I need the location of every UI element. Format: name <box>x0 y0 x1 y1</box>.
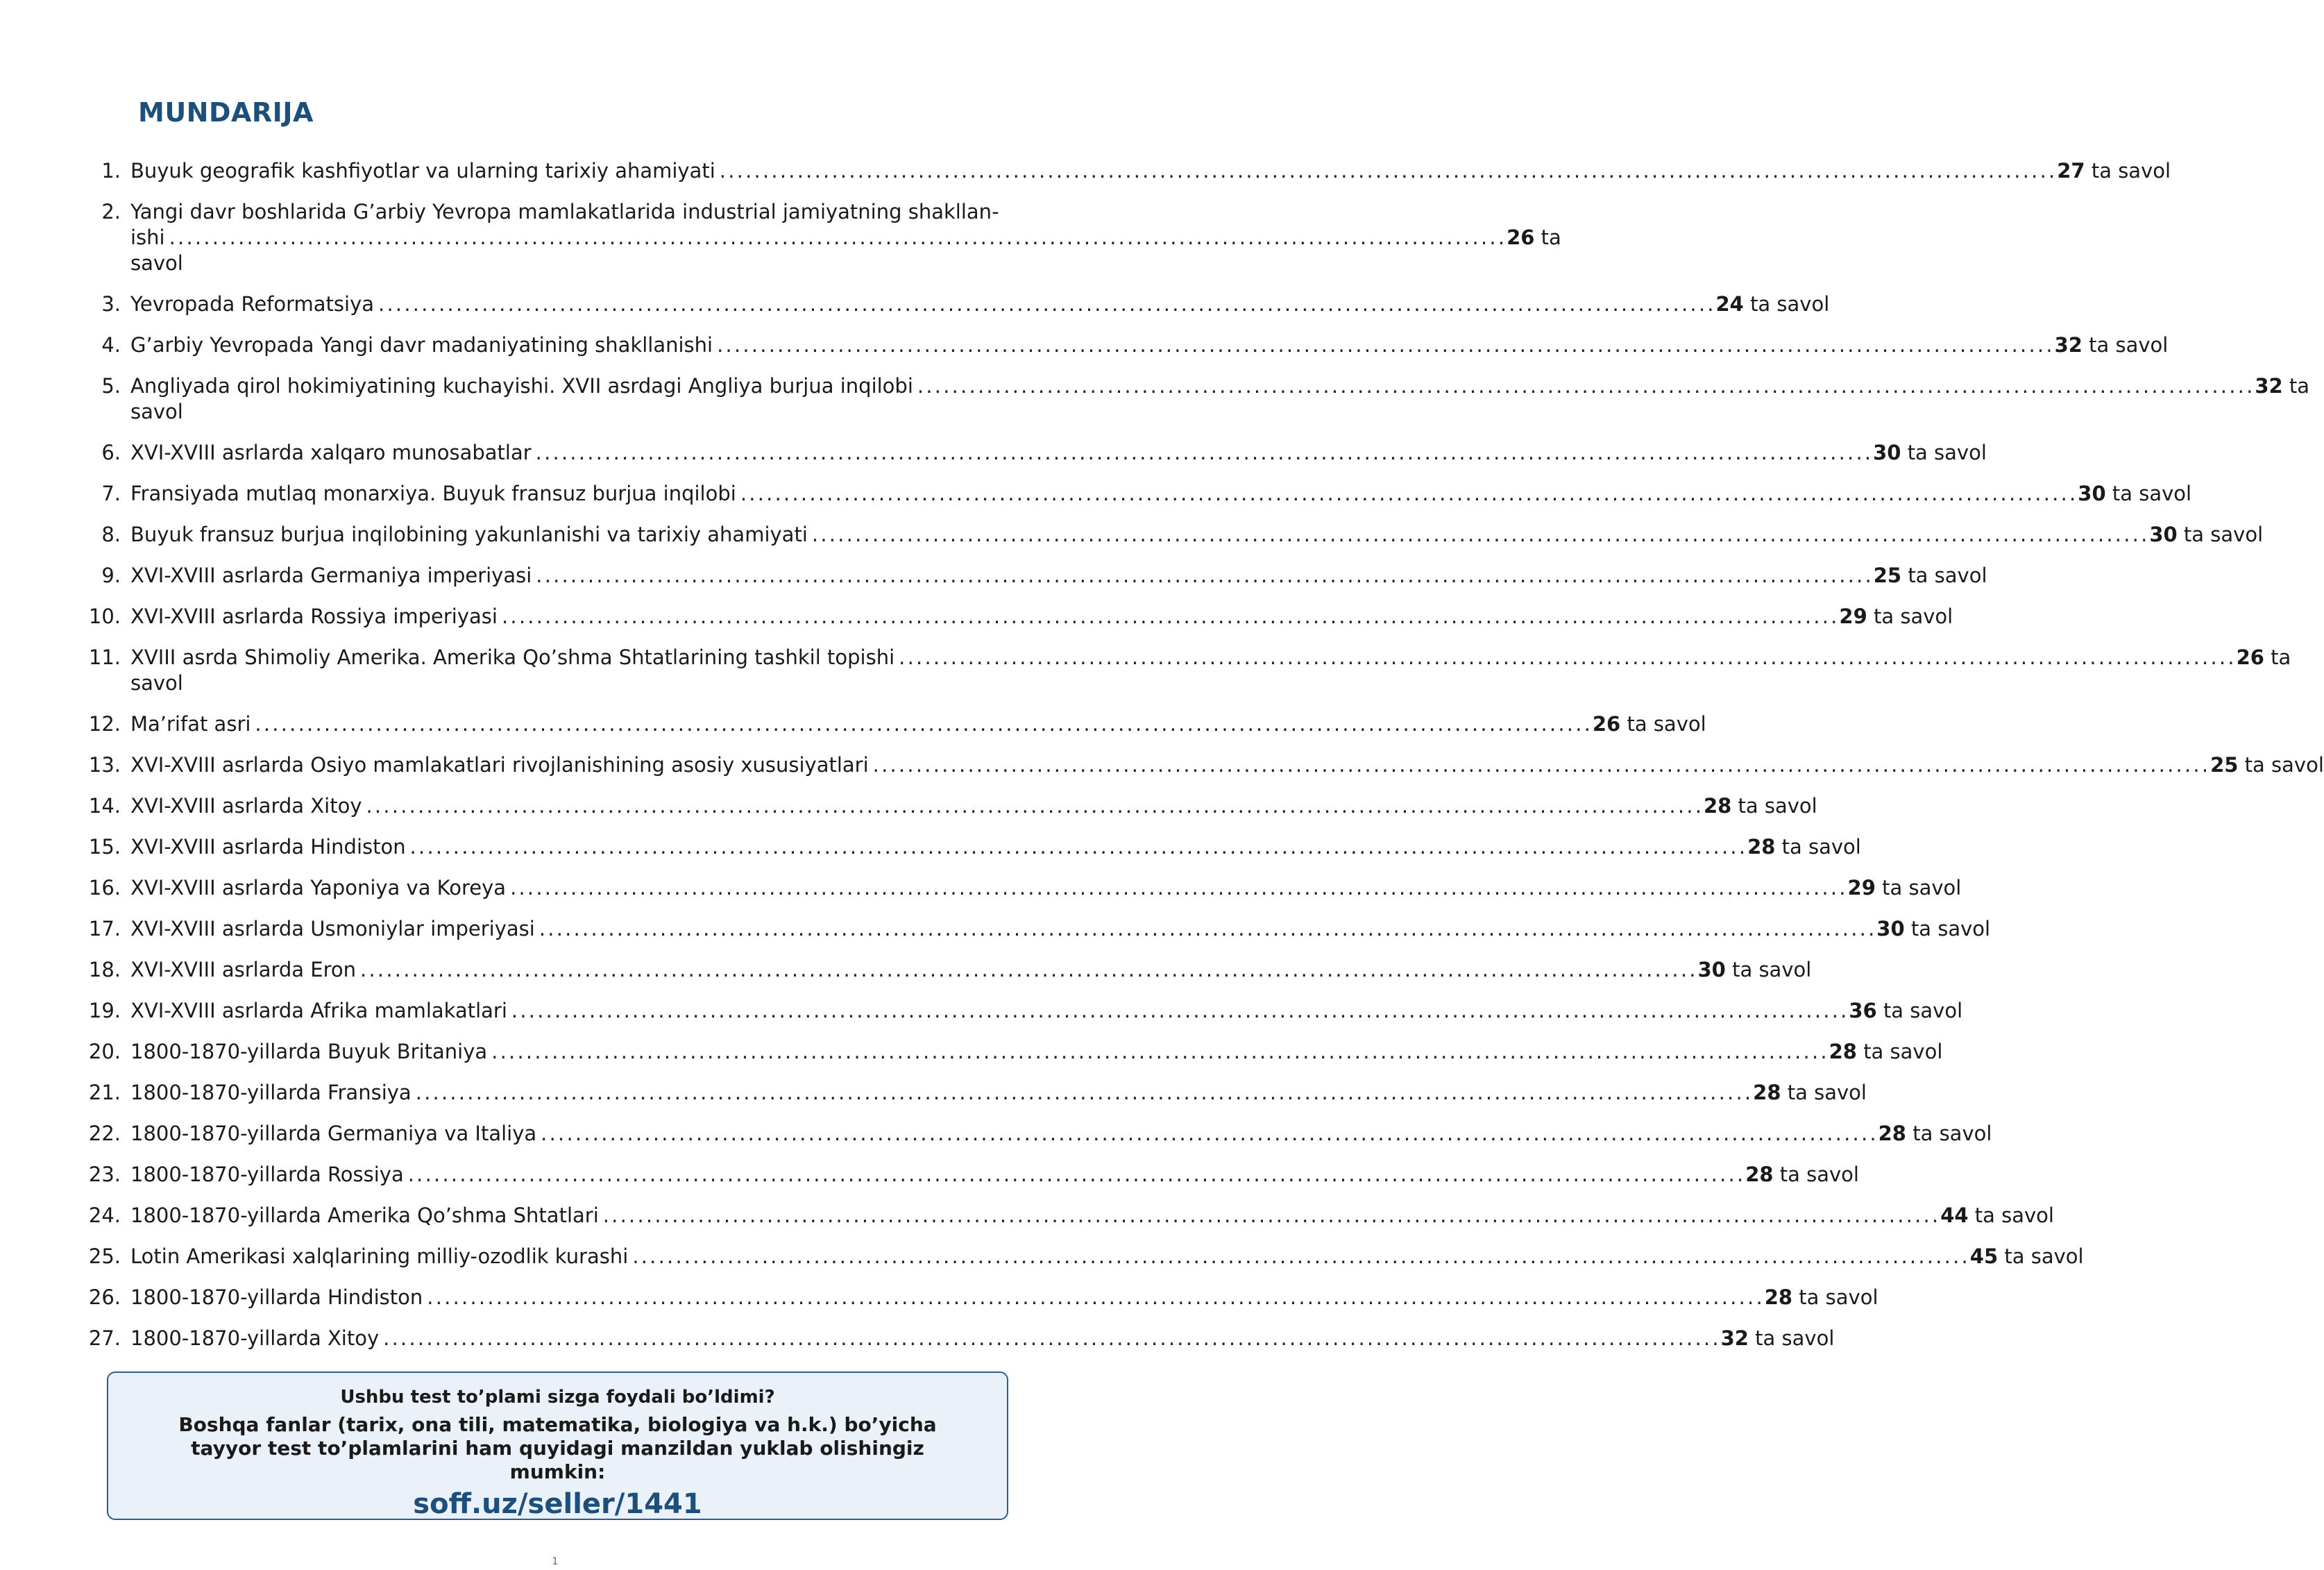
toc-item-number: 6. <box>101 441 121 464</box>
toc-item-number: 4. <box>101 333 121 357</box>
toc-item[interactable] <box>82 1162 1859 1188</box>
toc-item[interactable] <box>82 481 2192 507</box>
toc-item-title: Buyuk geografik kashfiyotlar va ularning tarixiy ahamiyati <box>130 159 715 183</box>
toc-item-number: 9. <box>101 564 121 587</box>
toc-item-title: 1800-1870-yillarda Hindiston <box>130 1285 423 1309</box>
toc-item[interactable] <box>82 563 1987 589</box>
toc-item[interactable] <box>82 793 1817 819</box>
leader-dots <box>541 1121 1874 1147</box>
toc-item-title: 1800-1870-yillarda Germaniya va Italiya <box>130 1122 537 1145</box>
promo-box <box>107 1371 1008 1520</box>
toc-item-title-cont: ishi <box>130 226 165 249</box>
toc-item[interactable] <box>82 645 2291 696</box>
toc-item-number: 20. <box>88 1040 121 1063</box>
toc-item[interactable] <box>82 373 2310 425</box>
toc-item-title: Yangi davr boshlarida G’arbiy Yevropa mamlakatlarida industrial jamiyatning shakllan- <box>130 200 999 223</box>
toc-item-title: Lotin Amerikasi xalqlarining milliy-ozodlik kurashi <box>130 1244 629 1268</box>
leader-dots <box>502 604 1835 630</box>
leader-dots <box>603 1203 1936 1229</box>
toc-item-title: 1800-1870-yillarda Fransiya <box>130 1081 412 1104</box>
question-count: 28 ta savol <box>1747 835 1861 859</box>
toc-item-title: XVI-XVIII asrlarda Rossiya imperiyasi <box>130 605 498 628</box>
question-count: 28 ta savol <box>1878 1122 1992 1145</box>
toc-item[interactable] <box>82 1039 1943 1065</box>
toc-item[interactable] <box>82 834 1861 860</box>
toc-item[interactable] <box>82 158 2171 184</box>
toc-item-number: 21. <box>88 1081 121 1104</box>
toc-item-title: XVI-XVIII asrlarda Eron <box>130 958 357 981</box>
leader-dots <box>720 158 2053 184</box>
question-count: 25 ta savol <box>2210 753 2324 777</box>
leader-dots <box>899 645 2232 670</box>
toc-item[interactable] <box>82 440 1987 466</box>
table-of-contents <box>82 158 2324 1367</box>
question-count: 30 ta savol <box>1876 917 1991 940</box>
toc-item-title: Fransiyada mutlaq monarxiya. Buyuk fransuz burjua inqilobi <box>130 482 736 505</box>
leader-dots <box>632 1244 1965 1269</box>
toc-item-number: 19. <box>88 999 121 1022</box>
toc-item-number: 12. <box>88 712 121 736</box>
page-title: MUNDARIJA <box>138 97 314 128</box>
question-count: 30 ta savol <box>1697 958 1812 981</box>
question-count: 45 ta savol <box>1969 1244 2084 1268</box>
question-count: 30 ta savol <box>2078 482 2192 505</box>
toc-item-title: XVI-XVIII asrlarda Usmoniylar imperiyasi <box>130 917 535 940</box>
toc-item-title: Ma’rifat asri <box>130 712 251 736</box>
toc-item-number: 8. <box>101 523 121 546</box>
promo-link[interactable]: soff.uz/seller/1441 <box>413 1488 702 1520</box>
leader-dots <box>536 563 1869 589</box>
count-suffix: savol <box>130 671 183 695</box>
toc-item[interactable] <box>82 752 2324 778</box>
question-count: 36 ta savol <box>1849 999 1963 1022</box>
leader-dots <box>378 292 1711 317</box>
leader-dots <box>740 481 2073 507</box>
toc-item[interactable] <box>82 916 1991 942</box>
toc-item-title: Yevropada Reformatsiya <box>130 292 375 316</box>
toc-item-number: 23. <box>88 1163 121 1186</box>
toc-item-number: 15. <box>88 835 121 859</box>
question-count: 28 ta savol <box>1764 1285 1878 1309</box>
question-count: 29 ta savol <box>1847 876 1962 900</box>
question-count: 28 ta savol <box>1829 1040 1943 1063</box>
toc-item-number: 24. <box>88 1204 121 1227</box>
toc-item-title: XVI-XVIII asrlarda Osiyo mamlakatlari rivojlanishining asosiy xususiyatlari <box>130 753 869 777</box>
toc-item-number: 18. <box>88 958 121 981</box>
question-count: 32 ta savol <box>2054 333 2169 357</box>
question-count: 32 ta <box>2255 374 2310 398</box>
toc-item-number: 16. <box>88 876 121 900</box>
toc-item-title: 1800-1870-yillarda Rossiya <box>130 1163 404 1186</box>
leader-dots <box>812 522 2145 548</box>
toc-item-number: 17. <box>88 917 121 940</box>
leader-dots <box>510 875 1843 901</box>
question-count: 30 ta savol <box>2149 523 2264 546</box>
toc-item[interactable] <box>82 875 1962 901</box>
leader-dots <box>539 916 1872 942</box>
toc-item-number: 10. <box>88 605 121 628</box>
leader-dots <box>383 1326 1716 1351</box>
toc-item-title: XVIII asrda Shimoliy Amerika. Amerika Qo’shma Shtatlarining tashkil topishi <box>130 645 895 669</box>
leader-dots <box>717 332 2050 358</box>
toc-item-title: XVI-XVIII asrlarda Xitoy <box>130 794 362 818</box>
question-count: 24 ta savol <box>1715 292 1830 316</box>
toc-item[interactable] <box>82 711 1706 737</box>
question-count: 28 ta savol <box>1753 1081 1867 1104</box>
toc-item[interactable] <box>82 522 2264 548</box>
toc-item-title: XVI-XVIII asrlarda Afrika mamlakatlari <box>130 999 507 1022</box>
toc-item[interactable] <box>82 199 1561 276</box>
question-count: 25 ta savol <box>1873 564 1987 587</box>
toc-item-number: 3. <box>101 292 121 316</box>
toc-item-number: 5. <box>101 374 121 398</box>
toc-item-title: 1800-1870-yillarda Xitoy <box>130 1326 380 1350</box>
question-count: 29 ta savol <box>1839 605 1953 628</box>
toc-item[interactable] <box>82 1080 1867 1106</box>
leader-dots <box>917 373 2250 399</box>
toc-item[interactable] <box>82 998 1963 1024</box>
toc-item-title: Angliyada qirol hokimiyatining kuchayishi. XVII asrdagi Angliya burjua inqilobi <box>130 374 913 398</box>
toc-item-number: 14. <box>88 794 121 818</box>
count-suffix: savol <box>130 400 183 423</box>
toc-item-title: 1800-1870-yillarda Amerika Qo’shma Shtatlari <box>130 1204 599 1227</box>
promo-question: Ushbu test to’plami sizga foydali bo’ldimi? <box>340 1387 775 1408</box>
toc-item[interactable] <box>82 1203 2054 1229</box>
leader-dots <box>366 793 1699 819</box>
leader-dots <box>491 1039 1824 1065</box>
question-count: 26 ta <box>2236 645 2291 669</box>
toc-item-number: 27. <box>88 1326 121 1350</box>
toc-item-title: XVI-XVIII asrlarda xalqaro munosabatlar <box>130 441 532 464</box>
toc-item[interactable] <box>82 1121 1992 1147</box>
leader-dots <box>427 1285 1760 1310</box>
toc-item-number: 13. <box>88 753 121 777</box>
promo-body: Boshqa fanlar (tarix, ona tili, matematika, biologiya va h.k.) bo’yicha tayyor test to’plamlarini ham quyidagi manzildan yuklab olishingiz mumkin: <box>178 1413 937 1483</box>
leader-dots <box>408 1162 1741 1188</box>
toc-item[interactable] <box>82 604 1953 630</box>
toc-item-number: 25. <box>88 1244 121 1268</box>
question-count: 27 ta savol <box>2057 159 2171 183</box>
toc-item[interactable] <box>82 957 1812 983</box>
toc-item-title: G’arbiy Yevropada Yangi davr madaniyatining shakllanishi <box>130 333 713 357</box>
question-count: 30 ta savol <box>1873 441 1987 464</box>
leader-dots <box>360 957 1693 983</box>
toc-item-title: XVI-XVIII asrlarda Hindiston <box>130 835 406 859</box>
toc-item-title: 1800-1870-yillarda Buyuk Britaniya <box>130 1040 488 1063</box>
leader-dots <box>255 711 1588 737</box>
question-count: 26 ta <box>1507 226 1561 249</box>
toc-item-number: 7. <box>101 482 121 505</box>
leader-dots <box>416 1080 1749 1106</box>
question-count: 26 ta savol <box>1592 712 1706 736</box>
count-suffix: savol <box>130 251 183 275</box>
toc-item[interactable] <box>82 292 1830 317</box>
toc-item-number: 2. <box>101 200 121 223</box>
leader-dots <box>873 752 2206 778</box>
toc-item[interactable] <box>82 1326 1835 1351</box>
leader-dots <box>536 440 1869 466</box>
question-count: 28 ta savol <box>1745 1163 1859 1186</box>
toc-item-title: XVI-XVIII asrlarda Yaponiya va Koreya <box>130 876 507 900</box>
page-number: 1 <box>552 1556 559 1567</box>
toc-item-title: XVI-XVIII asrlarda Germaniya imperiyasi <box>130 564 532 587</box>
question-count: 44 ta savol <box>1940 1204 2054 1227</box>
leader-dots <box>410 834 1743 860</box>
toc-item-number: 1. <box>101 159 121 183</box>
toc-item-title: Buyuk fransuz burjua inqilobining yakunlanishi va tarixiy ahamiyati <box>130 523 808 546</box>
question-count: 28 ta savol <box>1703 794 1817 818</box>
toc-item-number: 11. <box>88 645 121 669</box>
leader-dots <box>169 225 1502 251</box>
question-count: 32 ta savol <box>1720 1326 1835 1350</box>
toc-item-number: 22. <box>88 1122 121 1145</box>
toc-item[interactable] <box>82 332 2169 358</box>
toc-item[interactable] <box>82 1244 2084 1269</box>
toc-item[interactable] <box>82 1285 1878 1310</box>
leader-dots <box>511 998 1844 1024</box>
toc-item-number: 26. <box>88 1285 121 1309</box>
